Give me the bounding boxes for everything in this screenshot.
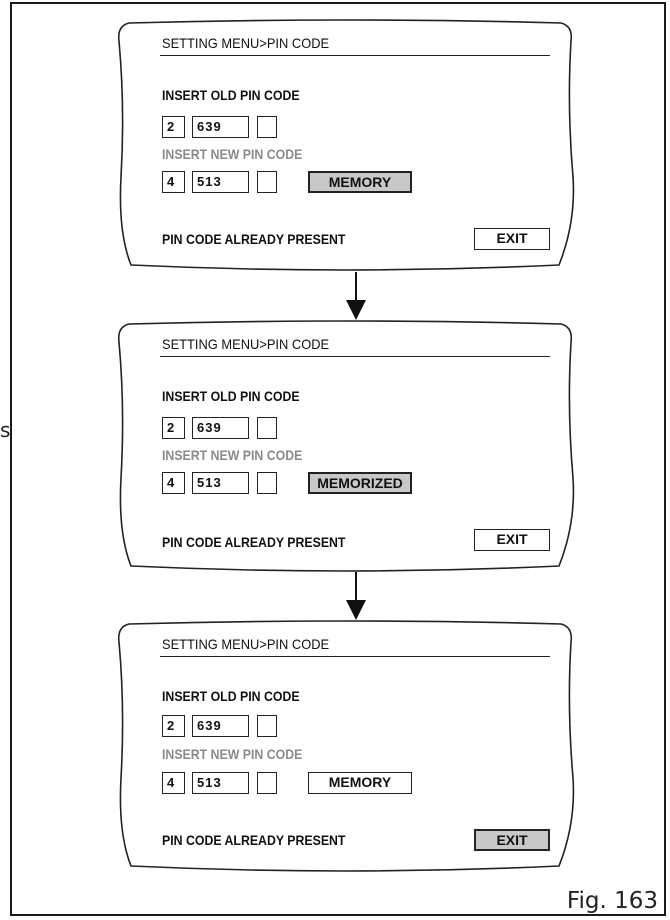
header-divider (160, 55, 550, 56)
old-pin-digit-field[interactable]: 2 (162, 417, 185, 439)
figure-caption: Fig. 163 (566, 888, 658, 914)
old-pin-digit-field[interactable]: 2 (162, 116, 185, 138)
breadcrumb: SETTING MENU>PIN CODE (162, 35, 330, 51)
memorized-button[interactable]: MEMORIZED (308, 472, 412, 494)
exit-button[interactable]: EXIT (474, 829, 550, 851)
exit-button[interactable]: EXIT (474, 529, 550, 551)
old-pin-digit-field[interactable]: 639 (192, 417, 249, 439)
exit-button[interactable]: EXIT (474, 228, 550, 250)
status-message: PIN CODE ALREADY PRESENT (162, 534, 346, 550)
status-message: PIN CODE ALREADY PRESENT (162, 832, 346, 848)
old-pin-label: INSERT OLD PIN CODE (162, 388, 300, 404)
new-pin-digit-field[interactable]: 4 (162, 772, 185, 794)
new-pin-digit-field[interactable]: 513 (192, 171, 249, 193)
header-divider (160, 656, 550, 657)
old-pin-digit-field[interactable]: 2 (162, 715, 185, 737)
stray-character: s (0, 418, 11, 442)
old-pin-digit-field[interactable] (257, 116, 277, 138)
old-pin-digit-field[interactable]: 639 (192, 715, 249, 737)
new-pin-label: INSERT NEW PIN CODE (162, 447, 303, 463)
breadcrumb: SETTING MENU>PIN CODE (162, 636, 330, 652)
new-pin-label: INSERT NEW PIN CODE (162, 746, 303, 762)
pin-code-screen-3 (115, 618, 576, 873)
new-pin-digit-field[interactable] (257, 171, 277, 193)
new-pin-digit-field[interactable] (257, 472, 277, 494)
old-pin-label: INSERT OLD PIN CODE (162, 688, 300, 704)
old-pin-digit-field[interactable] (257, 715, 277, 737)
old-pin-digit-field[interactable]: 639 (192, 116, 249, 138)
new-pin-digit-field[interactable]: 4 (162, 472, 185, 494)
down-arrow-icon (344, 272, 368, 320)
pin-code-screen-1 (115, 17, 576, 272)
old-pin-label: INSERT OLD PIN CODE (162, 87, 300, 103)
breadcrumb: SETTING MENU>PIN CODE (162, 336, 330, 352)
memory-button[interactable]: MEMORY (308, 772, 412, 794)
pin-code-screen-2 (115, 318, 576, 573)
new-pin-digit-field[interactable] (257, 772, 277, 794)
new-pin-label: INSERT NEW PIN CODE (162, 146, 303, 162)
new-pin-digit-field[interactable]: 4 (162, 171, 185, 193)
new-pin-digit-field[interactable]: 513 (192, 772, 249, 794)
old-pin-digit-field[interactable] (257, 417, 277, 439)
down-arrow-icon (344, 572, 368, 620)
header-divider (160, 356, 550, 357)
status-message: PIN CODE ALREADY PRESENT (162, 231, 346, 247)
new-pin-digit-field[interactable]: 513 (192, 472, 249, 494)
memory-button[interactable]: MEMORY (308, 171, 412, 193)
